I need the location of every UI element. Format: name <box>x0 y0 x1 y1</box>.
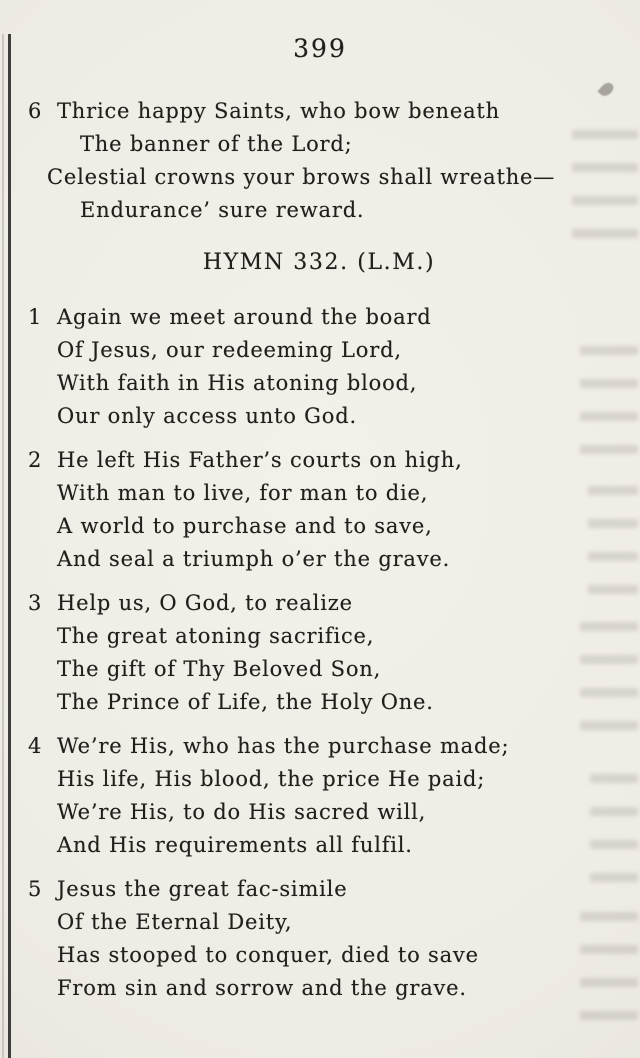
stanza-number: 2 <box>28 448 43 472</box>
stanza-5 <box>28 873 610 1005</box>
stanza-1 <box>28 301 610 433</box>
hymn-line: Celestial crowns your brows shall wreathe— <box>47 165 556 189</box>
hymn-line: Our only access unto God. <box>57 404 357 428</box>
stanza-number: 5 <box>28 877 43 901</box>
stanza-number: 1 <box>28 305 43 329</box>
hymn-line: The great atoning sacrifice, <box>57 624 375 648</box>
stanza-3 <box>28 587 610 719</box>
hymn-line: The gift of Thy Beloved Son, <box>57 657 382 681</box>
stanza-prev-6 <box>28 95 610 227</box>
hymn-line: Jesus the great fac-simile <box>57 877 348 901</box>
stanza-number: 3 <box>28 591 43 615</box>
book-page <box>0 34 640 1005</box>
stanza-4 <box>28 730 610 862</box>
hymn-line: Help us, O God, to realize <box>57 591 353 615</box>
hymn-line: Thrice happy Saints, who bow beneath <box>57 99 500 123</box>
hymn-line: From sin and sorrow and the grave. <box>57 976 467 1000</box>
hymn-line: Of the Eternal Deity, <box>57 910 293 934</box>
stanza-number: 6 <box>28 99 43 123</box>
hymn-line: The Prince of Life, the Holy One. <box>57 690 434 714</box>
hymn-line: The banner of the Lord; <box>80 132 353 156</box>
binding-line <box>8 34 11 1058</box>
stanza-number: 4 <box>28 734 43 758</box>
hymn-line: A world to purchase and to save, <box>57 514 433 538</box>
hymn-line: And His requirements all fulfil. <box>57 833 413 857</box>
page-edge-shadow <box>2 34 4 1058</box>
hymn-line: Endurance’ sure reward. <box>80 198 365 222</box>
hymn-line: And seal a triumph o’er the grave. <box>57 547 451 571</box>
page-content <box>0 95 640 1005</box>
hymn-line: Of Jesus, our redeeming Lord, <box>57 338 402 362</box>
hymn-line: With faith in His atoning blood, <box>57 371 418 395</box>
hymn-line: Has stooped to conquer, died to save <box>57 943 479 967</box>
hymn-line: His life, His blood, the price He paid; <box>57 767 486 791</box>
hymn-line: We’re His, who has the purchase made; <box>57 734 510 758</box>
hymn-line: We’re His, to do His sacred will, <box>57 800 427 824</box>
page-number: 399 <box>293 34 347 63</box>
hymn-line: Again we meet around the board <box>57 305 432 329</box>
hymn-line: With man to live, for man to die, <box>57 481 429 505</box>
hymn-heading: HYMN 332. (L.M.) <box>202 250 436 275</box>
hymn-line: He left His Father’s courts on high, <box>57 448 463 472</box>
stanza-2 <box>28 444 610 576</box>
